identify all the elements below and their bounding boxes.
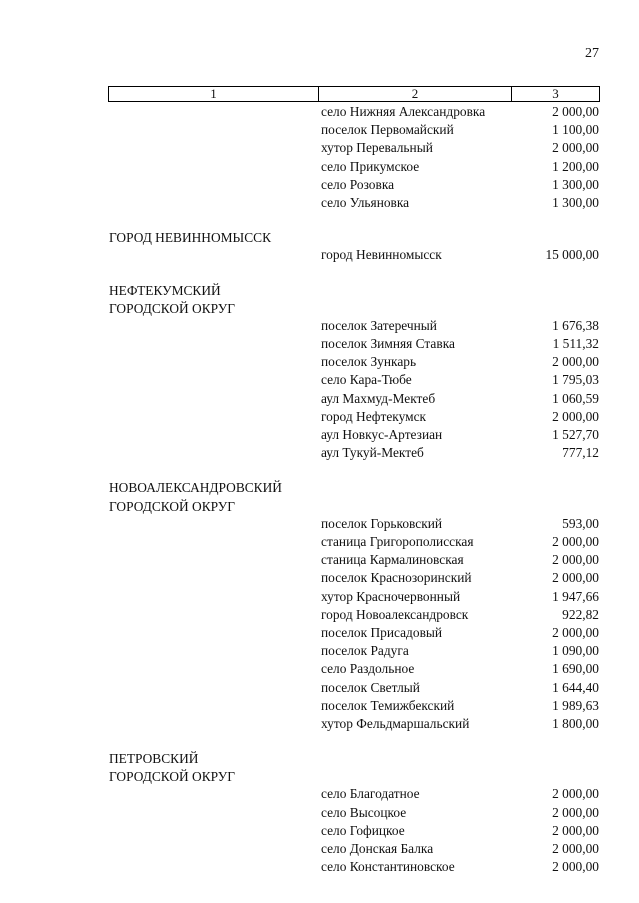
settlement-name: город Новоалександровск bbox=[321, 606, 469, 622]
settlement-name: город Нефтекумск bbox=[321, 408, 427, 424]
table-row bbox=[0, 643, 639, 661]
amount-value: 922,82 bbox=[562, 606, 599, 622]
amount-value: 2 000,00 bbox=[552, 841, 599, 857]
settlement-name: хутор Фельдмаршальский bbox=[321, 715, 470, 731]
table-row bbox=[0, 859, 639, 877]
table-row bbox=[0, 841, 639, 859]
settlement-name: аул Махмуд-Мектеб bbox=[321, 390, 436, 406]
settlement-name: село Розовка bbox=[321, 176, 395, 192]
table-body bbox=[0, 104, 639, 877]
settlement-name: хутор Красночервонный bbox=[321, 588, 461, 604]
settlement-name: село Донская Балка bbox=[321, 841, 434, 857]
amount-value: 777,12 bbox=[562, 445, 599, 461]
settlement-name: аул Тукуй-Мектеб bbox=[321, 445, 424, 461]
district-title bbox=[109, 479, 639, 515]
district-title bbox=[109, 229, 639, 247]
amount-value: 593,00 bbox=[562, 515, 599, 531]
table-header bbox=[108, 86, 600, 102]
table-row bbox=[0, 607, 639, 625]
amount-value: 1 200,00 bbox=[552, 158, 599, 174]
amount-value: 1 090,00 bbox=[552, 643, 599, 659]
table-row bbox=[0, 680, 639, 698]
district-title-line: ГОРОДСКОЙ ОКРУГ bbox=[109, 769, 235, 785]
amount-value: 1 947,66 bbox=[552, 588, 599, 604]
settlement-name: поселок Зимняя Ставка bbox=[321, 336, 455, 352]
settlement-name: поселок Темижбекский bbox=[321, 697, 455, 713]
page-number: 27 bbox=[585, 46, 599, 61]
amount-value: 2 000,00 bbox=[552, 104, 599, 119]
table-row bbox=[0, 354, 639, 372]
header-column-3: 3 bbox=[552, 86, 559, 101]
district-title-line: ПЕТРОВСКИЙ bbox=[109, 751, 199, 767]
amount-value: 1 795,03 bbox=[552, 372, 599, 388]
settlement-name: поселок Зункарь bbox=[321, 354, 417, 370]
amount-value: 1 676,38 bbox=[552, 317, 599, 333]
amount-value: 2 000,00 bbox=[552, 786, 599, 802]
table-row bbox=[0, 698, 639, 716]
settlement-name: поселок Присадовый bbox=[321, 624, 443, 640]
amount-value: 2 000,00 bbox=[552, 534, 599, 550]
amount-value: 2 000,00 bbox=[552, 624, 599, 640]
settlement-name: станица Григорополисская bbox=[321, 534, 474, 550]
table-row bbox=[0, 122, 639, 140]
settlement-name: село Нижняя Александровка bbox=[321, 104, 486, 119]
table-row bbox=[0, 409, 639, 427]
amount-value: 2 000,00 bbox=[552, 408, 599, 424]
section-spacer bbox=[0, 266, 639, 282]
settlement-name: село Прикумское bbox=[321, 158, 420, 174]
amount-value: 1 511,32 bbox=[552, 336, 599, 352]
table-row bbox=[0, 716, 639, 734]
district-title-line: ГОРОД НЕВИННОМЫССК bbox=[109, 230, 272, 246]
amount-value: 1 989,63 bbox=[552, 697, 599, 713]
amount-value: 1 060,59 bbox=[552, 390, 599, 406]
amount-value: 1 300,00 bbox=[552, 176, 599, 192]
settlement-name: поселок Горьковский bbox=[321, 515, 443, 531]
section-spacer bbox=[0, 463, 639, 479]
amount-value: 1 644,40 bbox=[552, 679, 599, 695]
settlement-name: село Кара-Тюбе bbox=[321, 372, 412, 388]
table-row bbox=[0, 372, 639, 390]
amount-value: 2 000,00 bbox=[552, 570, 599, 586]
amount-value: 1 690,00 bbox=[552, 661, 599, 677]
settlement-name: село Раздольное bbox=[321, 661, 415, 677]
table-row bbox=[0, 552, 639, 570]
table-row bbox=[0, 427, 639, 445]
settlement-name: село Ульяновка bbox=[321, 194, 410, 210]
amount-value: 1 100,00 bbox=[552, 122, 599, 138]
settlement-name: поселок Краснозоринский bbox=[321, 570, 472, 586]
settlement-name: поселок Затеречный bbox=[321, 317, 437, 333]
district-title bbox=[109, 750, 639, 786]
table-row bbox=[0, 445, 639, 463]
table-row bbox=[0, 516, 639, 534]
table-row bbox=[0, 177, 639, 195]
section-spacer bbox=[0, 734, 639, 750]
table-row bbox=[0, 140, 639, 158]
district-title bbox=[109, 282, 639, 318]
table-row bbox=[0, 195, 639, 213]
settlement-name: село Благодатное bbox=[321, 786, 420, 802]
amount-value: 2 000,00 bbox=[552, 859, 599, 875]
table-row bbox=[0, 159, 639, 177]
table-row bbox=[0, 786, 639, 804]
settlement-name: поселок Радуга bbox=[321, 643, 409, 659]
table-row bbox=[0, 661, 639, 679]
header-column-1: 1 bbox=[109, 87, 319, 101]
amount-value: 2 000,00 bbox=[552, 354, 599, 370]
settlement-name: село Высоцкое bbox=[321, 804, 407, 820]
table-row bbox=[0, 104, 639, 122]
district-title-line: НЕФТЕКУМСКИЙ bbox=[109, 282, 221, 298]
amount-value: 1 527,70 bbox=[552, 427, 599, 443]
settlement-name: село Константиновское bbox=[321, 859, 455, 875]
settlement-name: город Невинномысск bbox=[321, 247, 442, 263]
table-row bbox=[0, 625, 639, 643]
table-row bbox=[0, 570, 639, 588]
table-row bbox=[0, 318, 639, 336]
district-title-line: НОВОАЛЕКСАНДРОВСКИЙ bbox=[109, 480, 282, 496]
table-row bbox=[0, 589, 639, 607]
amount-value: 15 000,00 bbox=[545, 247, 599, 263]
table-row bbox=[0, 391, 639, 409]
section-spacer bbox=[0, 213, 639, 229]
table-row bbox=[0, 823, 639, 841]
settlement-name: поселок Светлый bbox=[321, 679, 420, 695]
settlement-name: аул Новкус-Артезиан bbox=[321, 427, 443, 443]
settlement-name: поселок Первомайский bbox=[321, 122, 454, 138]
table-row bbox=[0, 805, 639, 823]
settlement-name: хутор Перевальный bbox=[321, 140, 433, 156]
amount-value: 2 000,00 bbox=[552, 804, 599, 820]
settlement-name: станица Кармалиновская bbox=[321, 552, 464, 568]
settlement-name: село Гофицкое bbox=[321, 822, 405, 838]
district-title-line: ГОРОДСКОЙ ОКРУГ bbox=[109, 498, 235, 514]
amount-value: 2 000,00 bbox=[552, 822, 599, 838]
amount-value: 2 000,00 bbox=[552, 140, 599, 156]
amount-value: 1 300,00 bbox=[552, 194, 599, 210]
table-row bbox=[0, 247, 639, 265]
table-row bbox=[0, 336, 639, 354]
amount-value: 1 800,00 bbox=[552, 715, 599, 731]
header-column-2: 2 bbox=[319, 87, 512, 101]
district-title-line: ГОРОДСКОЙ ОКРУГ bbox=[109, 300, 235, 316]
table-row bbox=[0, 534, 639, 552]
amount-value: 2 000,00 bbox=[552, 552, 599, 568]
